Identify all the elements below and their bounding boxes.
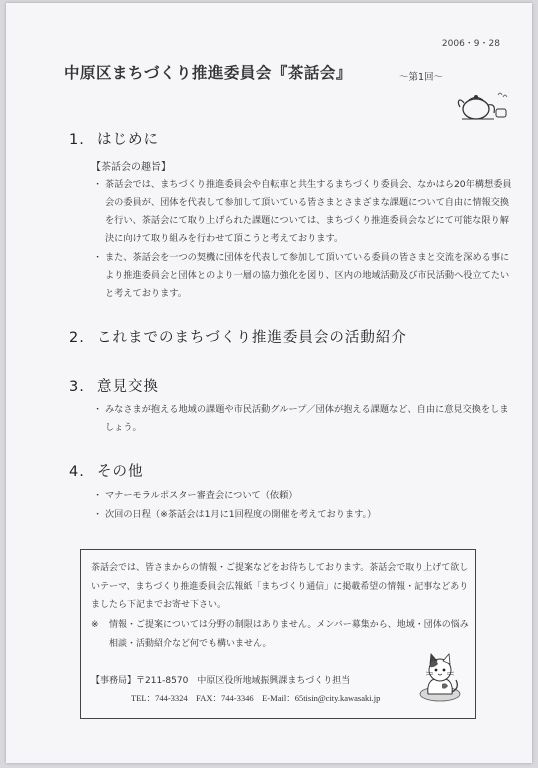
paragraph-purpose-2: ・ また、茶話会を一つの契機に団体を代表して参加して頂いている委員の皆さまと交流を深める事により推進委員会と団体とのより一層の協力強化を図り、区内の地域活動及び市民活動へ役立てたいと考えております。 [93, 252, 510, 299]
purpose-label: 【茶話会の趣旨】 [91, 162, 171, 173]
teapot-icon [454, 89, 512, 123]
contact-details: TEL：744-3324 FAX：744-3346 E-Mail：65tisin@city.kawasaki.jp [131, 693, 381, 703]
section-heading-3: 3. 意見交換 [69, 379, 159, 395]
section-heading-1: 1. はじめに [69, 132, 159, 148]
document-page [6, 3, 532, 763]
office-address: 【事務局】〒211-8570 中原区役所地域振興課まちづくり担当 [91, 676, 351, 686]
paragraph-exchange: ・ みなさまが抱える地域の課題や市民活動グループ／団体が抱える課題など、自由に意見交換をしましょう。 [93, 404, 509, 433]
section-heading-2: 2. これまでのまちづくり推進委員会の活動紹介 [69, 330, 407, 346]
document-date: 2006・9・28 [441, 39, 500, 49]
section-heading-4: 4. その他 [69, 464, 144, 480]
contact-box [80, 549, 476, 719]
document-title: 中原区まちづくり推進委員会『茶話会』 [64, 64, 352, 82]
contact-intro: 茶話会では、皆さまからの情報・ご提案などをお待ちしております。茶話会で取り上げて欲しいテーマ、まちづくり推進委員会広報紙「まちづくり通信」に掲載希望の情報・記事などありましたら下記までお寄せ下さい。 [91, 563, 469, 610]
list-item-poster: ・ マナーモラルポスター審査会について（依頼） [93, 490, 298, 501]
contact-note: ※ 情報・ご提案については分野の制限はありません。メンバー募集から、地域・団体の悩み相談・活動紹介など何でも構いません。 [91, 620, 469, 649]
paragraph-purpose-1: ・ 茶話会では、まちづくり推進委員会や自転車と共生するまちづくり委員会、なかはら20年構想委員会の委員が、団体を代表して参加して頂いている皆さまとさまざまな課題について自由に情報交換を行い、茶話会にて取り上げられた課題については、まちづくり推進委員会などにて可能な限り解決に向けて取り組みを行わせて頂こうと考えております。 [93, 179, 512, 244]
list-item-schedule: ・ 次回の日程（※茶話会は1月に1回程度の開催を考えております。） [93, 509, 377, 520]
document-subtitle: 〜第1回〜 [399, 72, 444, 83]
cat-illustration [418, 650, 462, 704]
